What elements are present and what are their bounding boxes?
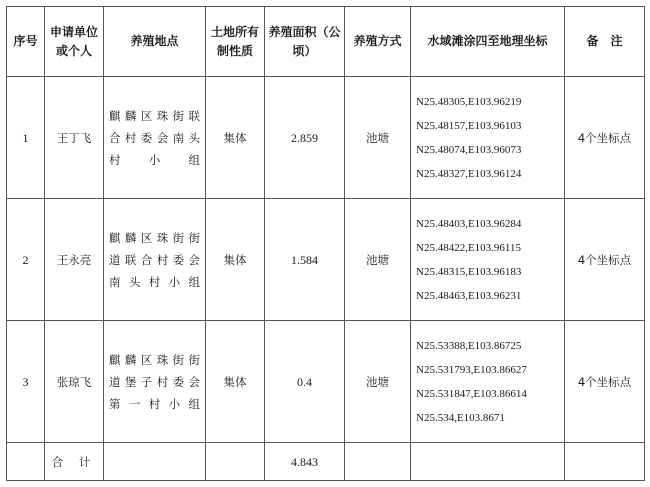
- coordinate-point: N25.48315,E103.96183: [416, 265, 522, 278]
- location-line: 麒麟区珠街街: [109, 352, 200, 367]
- header-row: [7, 7, 645, 77]
- header-no: 序号: [7, 7, 45, 77]
- coordinate-point: N25.53388,E103.86725: [416, 339, 522, 352]
- area-value: 0.4: [265, 321, 345, 443]
- row-number: 2: [7, 199, 45, 321]
- row-number: 3: [7, 321, 45, 443]
- area-value: 2.859: [265, 77, 345, 199]
- note-cell: 4个坐标点: [565, 321, 645, 443]
- location-line: 道堡子村委会: [109, 374, 200, 389]
- ownership-type: 集体: [206, 199, 265, 321]
- applicant-name: 王丁飞: [45, 77, 104, 199]
- coordinate-point: N25.531793,E103.86627: [416, 363, 527, 376]
- coordinate-point: N25.534,E103.8671: [416, 411, 505, 424]
- coordinates-cell: [411, 321, 565, 443]
- total-empty-cell: [345, 443, 411, 481]
- location-line: 道联合村委会: [109, 252, 200, 267]
- farming-method: 池塘: [345, 77, 411, 199]
- location-cell: [104, 199, 206, 321]
- total-label: 合 计: [45, 443, 104, 481]
- header-ownership: 土地所有制性质: [206, 7, 265, 77]
- header-note: 备 注: [565, 7, 645, 77]
- location-line: 村小组: [109, 152, 200, 167]
- total-empty-cell: [565, 443, 645, 481]
- coordinate-point: N25.48327,E103.96124: [416, 167, 522, 180]
- area-value: 1.584: [265, 199, 345, 321]
- applicant-name: 王永亮: [45, 199, 104, 321]
- coordinates-cell: [411, 77, 565, 199]
- coordinate-point: N25.48305,E103.96219: [416, 95, 522, 108]
- coordinate-point: N25.48157,E103.96103: [416, 119, 522, 132]
- row-number: 1: [7, 77, 45, 199]
- applicant-name: 张琼飞: [45, 321, 104, 443]
- aquaculture-table: [6, 6, 645, 481]
- ownership-type: 集体: [206, 77, 265, 199]
- header-location: 养殖地点: [104, 7, 206, 77]
- total-empty-cell: [411, 443, 565, 481]
- header-applicant: 申请单位或个人: [45, 7, 104, 77]
- coordinate-point: N25.48463,E103.96231: [416, 289, 522, 302]
- location-line: 南头村小组: [109, 274, 200, 289]
- farming-method: 池塘: [345, 199, 411, 321]
- coordinate-point: N25.48074,E103.96073: [416, 143, 522, 156]
- table-row: [7, 77, 645, 199]
- total-empty-cell: [7, 443, 45, 481]
- ownership-type: 集体: [206, 321, 265, 443]
- note-cell: 4个坐标点: [565, 199, 645, 321]
- total-empty-cell: [104, 443, 206, 481]
- coordinate-point: N25.48403,E103.96284: [416, 217, 522, 230]
- header-coordinates: 水域滩涂四至地理坐标: [411, 7, 565, 77]
- coordinate-point: N25.531847,E103.86614: [416, 387, 527, 400]
- location-cell: [104, 321, 206, 443]
- coordinate-point: N25.48422,E103.96115: [416, 241, 522, 254]
- table-row: [7, 321, 645, 443]
- total-row: [7, 443, 645, 481]
- total-area-value: 4.843: [265, 443, 345, 481]
- total-empty-cell: [206, 443, 265, 481]
- location-cell: [104, 77, 206, 199]
- location-line: 麒麟区珠街联: [109, 108, 200, 123]
- header-area: 养殖面积（公顷）: [265, 7, 345, 77]
- table-row: [7, 199, 645, 321]
- coordinates-cell: [411, 199, 565, 321]
- note-cell: 4个坐标点: [565, 77, 645, 199]
- location-line: 第一村小组: [109, 396, 200, 411]
- location-line: 合村委会南头: [109, 130, 200, 145]
- farming-method: 池塘: [345, 321, 411, 443]
- header-method: 养殖方式: [345, 7, 411, 77]
- location-line: 麒麟区珠街街: [109, 230, 200, 245]
